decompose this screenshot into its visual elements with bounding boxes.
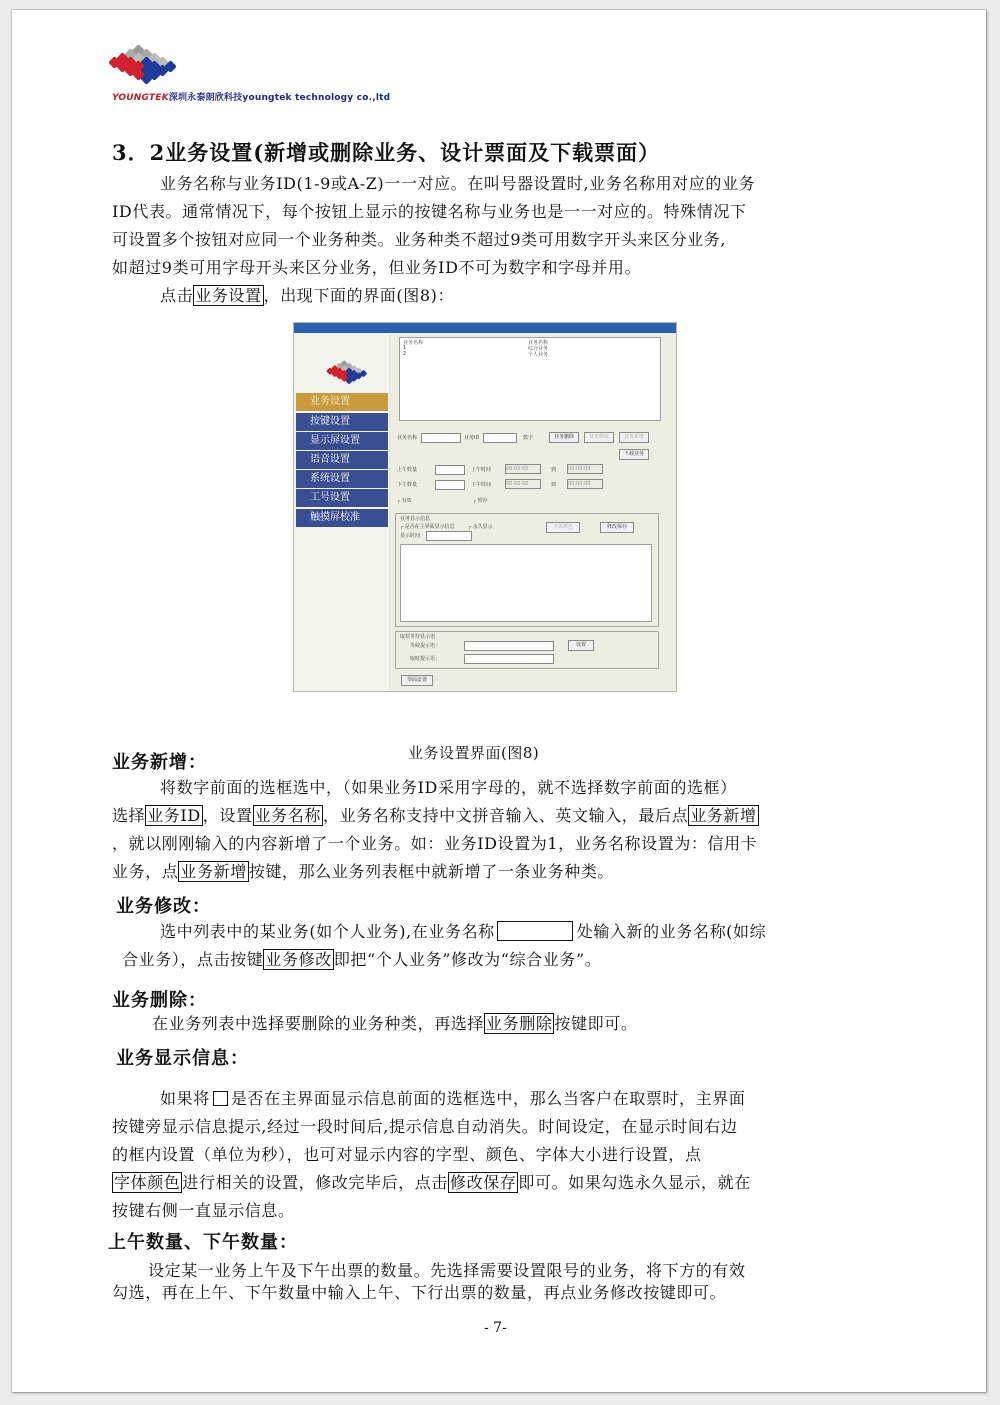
figure-caption: 业务设置界面(图8) bbox=[408, 744, 540, 762]
label-show-time: 显示时间 bbox=[400, 533, 421, 539]
business-list[interactable] bbox=[399, 337, 661, 421]
list-col-header: 业务名称 bbox=[528, 340, 549, 346]
company-logo-icon bbox=[108, 38, 178, 90]
nav-touch-calibration[interactable]: 触摸屏校准 bbox=[296, 509, 388, 527]
text: 合业务），点击按键 bbox=[122, 950, 264, 969]
intro-line: 业务名称与业务ID(1-9或A-Z)一一对应。在叫号器设置时,业务名称用对应的业务 bbox=[160, 174, 756, 193]
ref-business-name: 业务名称 bbox=[254, 806, 321, 825]
ticket-prompt-group bbox=[395, 631, 659, 669]
text: 即可。如果勾选永久显示，就在 bbox=[518, 1173, 751, 1192]
label-pause: 暂停 bbox=[477, 498, 488, 504]
list-item: 个人业务 bbox=[528, 352, 549, 358]
modify-line bbox=[112, 946, 902, 974]
heading-quantity: 上午数量、下午数量： bbox=[108, 1232, 298, 1253]
text: 如果将 bbox=[160, 1089, 210, 1108]
display-content-textarea[interactable] bbox=[400, 544, 652, 622]
list-item: 2 bbox=[403, 351, 407, 357]
nav-system-settings[interactable]: 系统设置 bbox=[296, 470, 388, 488]
display-paragraph bbox=[112, 1085, 902, 1225]
settings-main-panel bbox=[391, 333, 676, 691]
heading-display: 业务显示信息： bbox=[116, 1048, 249, 1069]
quantity-line: 勾选，再在上午、下午数量中输入上午、下行出票的数量，再点业务修改按键即可。 bbox=[112, 1283, 727, 1302]
ref-business-delete: 业务删除 bbox=[486, 1014, 553, 1033]
save-modify-button[interactable]: 修改保存 bbox=[600, 522, 634, 533]
forever-checkbox[interactable]: ┌ 永久显示 bbox=[468, 524, 493, 530]
ref-font-color: 字体颜色 bbox=[114, 1173, 181, 1192]
intro-line: 如超过9类可用字母开头来区分业务，但业务ID不可为数字和字母并用。 bbox=[112, 258, 642, 277]
display-line bbox=[112, 1085, 902, 1113]
delete-business-button[interactable]: 业务删除 bbox=[549, 432, 579, 443]
intro-paragraph bbox=[112, 170, 902, 310]
pm-time-start[interactable]: 00:00:00 bbox=[505, 479, 541, 489]
quantity-line: 设定某一业务上午及下午出票的数量。先选择需要设置限号的业务，将下方的有效 bbox=[148, 1261, 746, 1280]
ticket-settings-button[interactable]: 票面设置 bbox=[401, 675, 433, 686]
text: 按键，那么业务列表框中就新增了一条业务种类。 bbox=[248, 862, 615, 881]
modify-paragraph bbox=[112, 918, 902, 974]
sidebar-logo-icon bbox=[326, 355, 368, 389]
label-digit: 数字 bbox=[523, 435, 534, 441]
label-pm-count: 下午数量 bbox=[397, 482, 418, 488]
label-wait-prompt: 等候提示语： bbox=[410, 643, 441, 649]
label-name: 业务名称 bbox=[397, 435, 418, 441]
nav-display-settings[interactable]: 显示屏设置 bbox=[296, 432, 388, 450]
text: 业务，点 bbox=[112, 862, 179, 881]
add-line bbox=[112, 858, 902, 886]
modify-line bbox=[112, 918, 902, 946]
add-line bbox=[112, 802, 902, 830]
text: 点击 bbox=[160, 286, 194, 305]
label-pm-time: 下午时间 bbox=[471, 482, 492, 488]
list-item: 综合业务 bbox=[528, 346, 549, 352]
page-number: - 7- bbox=[484, 1320, 507, 1336]
add-paragraph bbox=[112, 774, 902, 886]
ref-business-modify: 业务修改 bbox=[265, 950, 332, 969]
display-info-group bbox=[395, 513, 659, 627]
label-am-count: 上午数量 bbox=[397, 467, 418, 473]
heading-delete: 业务删除： bbox=[112, 990, 207, 1011]
ref-save-modify: 修改保存 bbox=[450, 1173, 517, 1192]
text: 选中列表中的某业务(如个人业务),在业务名称 bbox=[160, 922, 495, 941]
pm-time-end[interactable]: 00:00:00 bbox=[567, 479, 603, 489]
nav-key-settings[interactable]: 按键设置 bbox=[296, 413, 388, 431]
checkbox-icon bbox=[213, 1091, 228, 1106]
display-line: 按键旁显示信息提示,经过一段时间后,提示信息自动消失。时间设定，在显示时间右边 bbox=[112, 1117, 738, 1136]
group-title: 取票等待显示语 bbox=[400, 634, 436, 640]
text: 处输入新的业务名称(如综 bbox=[576, 922, 767, 941]
set-prompt-button[interactable]: 设置 bbox=[568, 640, 594, 651]
brand-italic: YOUNGTEK bbox=[112, 93, 169, 103]
nav-business-settings[interactable]: 业务设置 bbox=[296, 393, 388, 411]
valid-checkbox[interactable]: ┌ 有效 bbox=[397, 498, 412, 504]
text: ，业务名称支持中文拼音输入、英文输入，最后点 bbox=[322, 806, 689, 825]
business-name-input[interactable] bbox=[421, 433, 461, 443]
add-line: ，就以刚刚输入的内容新增了一个业务。如：业务ID设置为1，业务名称设置为：信用卡 bbox=[112, 834, 758, 853]
add-business-button[interactable]: 业务新增 bbox=[619, 432, 649, 443]
display-line: 按键右侧一直显示信息。 bbox=[112, 1201, 295, 1220]
am-time-start[interactable]: 00:00:00 bbox=[505, 464, 541, 474]
label-take-prompt: 取时提示语： bbox=[410, 656, 441, 662]
take-prompt-input[interactable] bbox=[464, 654, 554, 664]
label-to: 到 bbox=[551, 467, 557, 473]
heading-modify: 业务修改： bbox=[116, 896, 211, 917]
intro-line: 可设置多个按钮对应同一个业务种类。业务种类不超过9类可用数字开头来区分业务, bbox=[112, 230, 727, 249]
text: ，设置 bbox=[202, 806, 253, 825]
list-col-header: 业务名称 bbox=[403, 340, 424, 346]
label-show-main: 是否在主界面显示信息 bbox=[404, 524, 455, 530]
text: 进行相关的设置，修改完毕后，点击 bbox=[182, 1173, 449, 1192]
wait-prompt-input[interactable] bbox=[464, 641, 554, 651]
pause-checkbox[interactable]: ┌ 暂停 bbox=[473, 498, 488, 504]
text: 在业务列表中选择要删除的业务种类，再选择 bbox=[152, 1014, 485, 1033]
text: ，出现下面的界面(图8)： bbox=[263, 286, 455, 305]
quantity-paragraph bbox=[112, 1260, 902, 1304]
document-page bbox=[12, 10, 986, 1392]
label-valid: 有效 bbox=[401, 498, 412, 504]
label-forever: 永久显示 bbox=[472, 524, 493, 530]
show-main-checkbox[interactable]: ┌ 是否在主界面显示信息 bbox=[400, 524, 455, 530]
label-to: 到 bbox=[551, 482, 557, 488]
am-time-end[interactable]: 00:00:00 bbox=[567, 464, 603, 474]
show-time-input[interactable] bbox=[426, 531, 472, 541]
modify-business-button[interactable]: 业务修改 bbox=[584, 432, 614, 443]
blank-name-box bbox=[497, 921, 573, 941]
nav-staff-settings[interactable]: 工号设置 bbox=[296, 489, 388, 507]
label-am-time: 上午时间 bbox=[471, 467, 492, 473]
text: 选择 bbox=[112, 806, 146, 825]
ref-business-settings: 业务设置 bbox=[195, 286, 262, 305]
ref-business-add: 业务新增 bbox=[690, 806, 757, 825]
nav-voice-settings[interactable]: 语音设置 bbox=[296, 451, 388, 469]
intro-line bbox=[112, 282, 902, 310]
pm-count-input[interactable] bbox=[435, 480, 465, 490]
label-id: 业务ID bbox=[464, 435, 480, 441]
add-line: 将数字前面的选框选中，（如果业务ID采用字母的，就不选择数字前面的选框） bbox=[160, 778, 737, 797]
am-count-input[interactable] bbox=[435, 465, 465, 475]
company-name bbox=[112, 90, 390, 103]
section-title: 3．2业务设置(新增或删除业务、设计票面及下载票面） bbox=[112, 140, 661, 165]
window-titlebar bbox=[294, 323, 676, 333]
download-business-button[interactable]: 下载业务 bbox=[619, 449, 649, 460]
list-item: 1 bbox=[403, 345, 407, 351]
heading-add: 业务新增： bbox=[112, 752, 207, 773]
display-line: 的框内设置（单位为秒），也可对显示内容的字型、颜色、字体大小进行设置，点 bbox=[112, 1145, 702, 1164]
settings-sidebar bbox=[294, 333, 389, 691]
business-settings-screenshot bbox=[293, 322, 677, 692]
ref-business-id: 业务ID bbox=[147, 806, 201, 825]
group-title: 业务显示信息 bbox=[400, 516, 431, 522]
delete-paragraph bbox=[112, 1010, 902, 1038]
delete-line bbox=[112, 1010, 902, 1038]
business-id-select[interactable] bbox=[483, 433, 517, 443]
intro-line: ID代表。通常情况下，每个按钮上显示的按键名称与业务也是一一对应的。特殊情况下 bbox=[112, 202, 747, 221]
font-color-button[interactable]: 字体颜色 bbox=[546, 522, 580, 533]
text: 是否在主界面显示信息前面的选框选中，那么当客户在取票时，主界面 bbox=[230, 1089, 746, 1108]
display-line bbox=[112, 1169, 902, 1197]
text: 按键即可。 bbox=[554, 1014, 638, 1033]
text: 即把“个人业务”修改为“综合业务”。 bbox=[333, 950, 602, 969]
brand-text: 深圳永泰朗欣科技youngtek technology co.,ltd bbox=[168, 93, 391, 103]
ref-business-add: 业务新增 bbox=[180, 862, 247, 881]
